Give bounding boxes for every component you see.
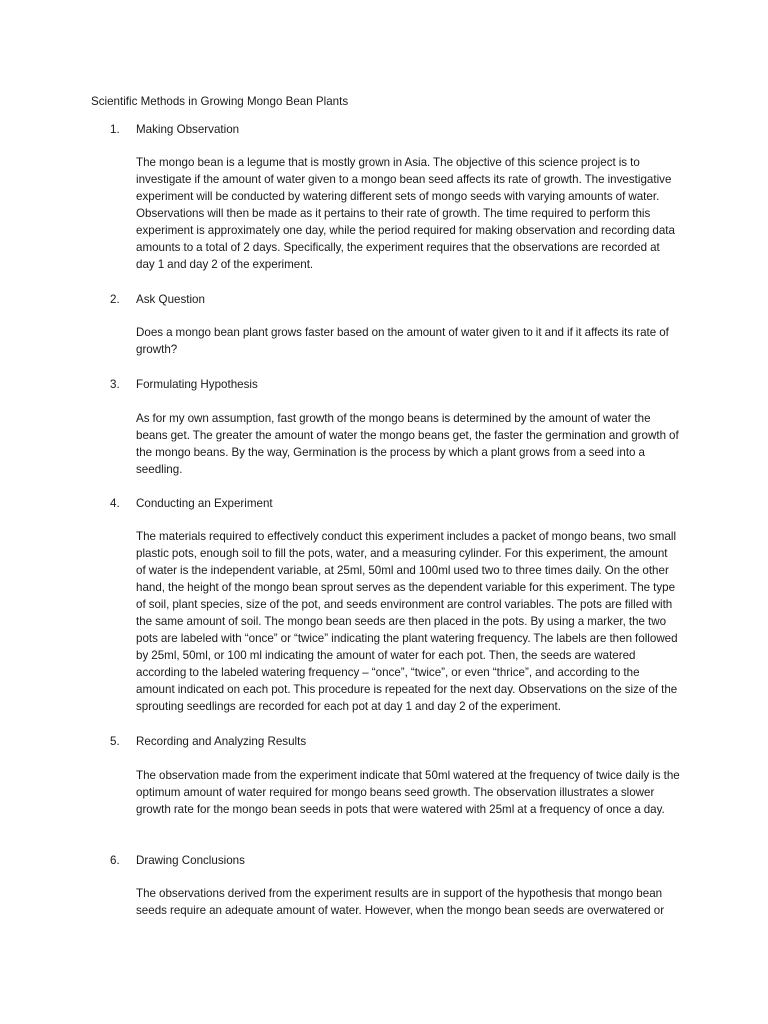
section-heading [0, 291, 768, 308]
section-number: 3. [110, 378, 120, 391]
section-number: 6. [110, 854, 120, 867]
section-number: 5. [110, 735, 120, 748]
section-heading [0, 495, 768, 512]
section-number: 2. [110, 293, 120, 306]
section-number: 1. [110, 123, 120, 136]
section-heading [0, 852, 768, 869]
section-heading-label: Formulating Hypothesis [136, 378, 258, 391]
section-heading-label: Ask Question [136, 293, 205, 306]
section-paragraph: The mongo bean is a legume that is mostly grown in Asia. The objective of this science project is to investigate if the amount of water given to a mongo bean seed affects its rate of growth. The investigative experiment will be conducted by watering different sets of mongo seeds with varying amounts of water. Observations will then be made as it pertains to their rate of growth. The time required to perform this experiment is approximately one day, while the period required for making observation and recording data amounts to a total of 2 days. Specifically, the experiment requires that the observations are recorded at day 1 and day 2 of the experiment. [136, 156, 675, 271]
section-paragraph: Does a mongo bean plant grows faster based on the amount of water given to it and if it affects its rate of growth? [136, 326, 669, 356]
section-heading-label: Recording and Analyzing Results [136, 735, 307, 748]
section-heading [0, 121, 768, 138]
section-heading [0, 376, 768, 393]
section-heading [0, 733, 768, 750]
section-heading-label: Drawing Conclusions [136, 854, 245, 867]
section-paragraph: The observations derived from the experiment results are in support of the hypothesis that mongo bean seeds require an adequate amount of water. However, when the mongo bean seeds are overwatered or [136, 887, 665, 917]
section-paragraph: As for my own assumption, fast growth of the mongo beans is determined by the amount of water the beans get. The greater the amount of water the mongo beans get, the faster the germination and growth of the mongo beans. By the way, Germination is the process by which a plant grows from a seed into a seedling. [136, 412, 679, 476]
section-number: 4. [110, 497, 120, 510]
section-paragraph: The observation made from the experiment indicate that 50ml watered at the frequency of twice daily is the optimum amount of water required for mongo beans seed growth. The observation illustrates a slower growth rate for the mongo bean seeds in pots that were watered with 25ml at a frequency of once a day. [136, 769, 680, 816]
document-title: Scientific Methods in Growing Mongo Bean Plants [91, 95, 349, 108]
section-heading-label: Conducting an Experiment [136, 497, 273, 510]
section-heading-label: Making Observation [136, 123, 240, 136]
section-paragraph: The materials required to effectively conduct this experiment includes a packet of mongo beans, two small plastic pots, enough soil to fill the pots, water, and a measuring cylinder. For this experiment, the amount of water is the independent variable, at 25ml, 50ml and 100ml used two to three times daily. On the other hand, the height of the mongo bean sprout serves as the dependent variable for this experiment. The type of soil, plant species, size of the pot, and seeds environment are control variables. The pots are filled with the same amount of soil. The mongo bean seeds are then placed in the pots. By using a marker, the two pots are labeled with “once” or “twice” indicating the plant watering frequency. The labels are then followed by 25ml, 50ml, or 100 ml indicating the amount of water for each pot. Then, the seeds are watered according to the labeled watering frequency – “once”, “twice”, or even “thrice”, and according to the amount indicated on each pot. This procedure is repeated for the next day. Observations on the size of the sprouting seedlings are recorded for each pot at day 1 and day 2 of the experiment. [136, 530, 678, 713]
